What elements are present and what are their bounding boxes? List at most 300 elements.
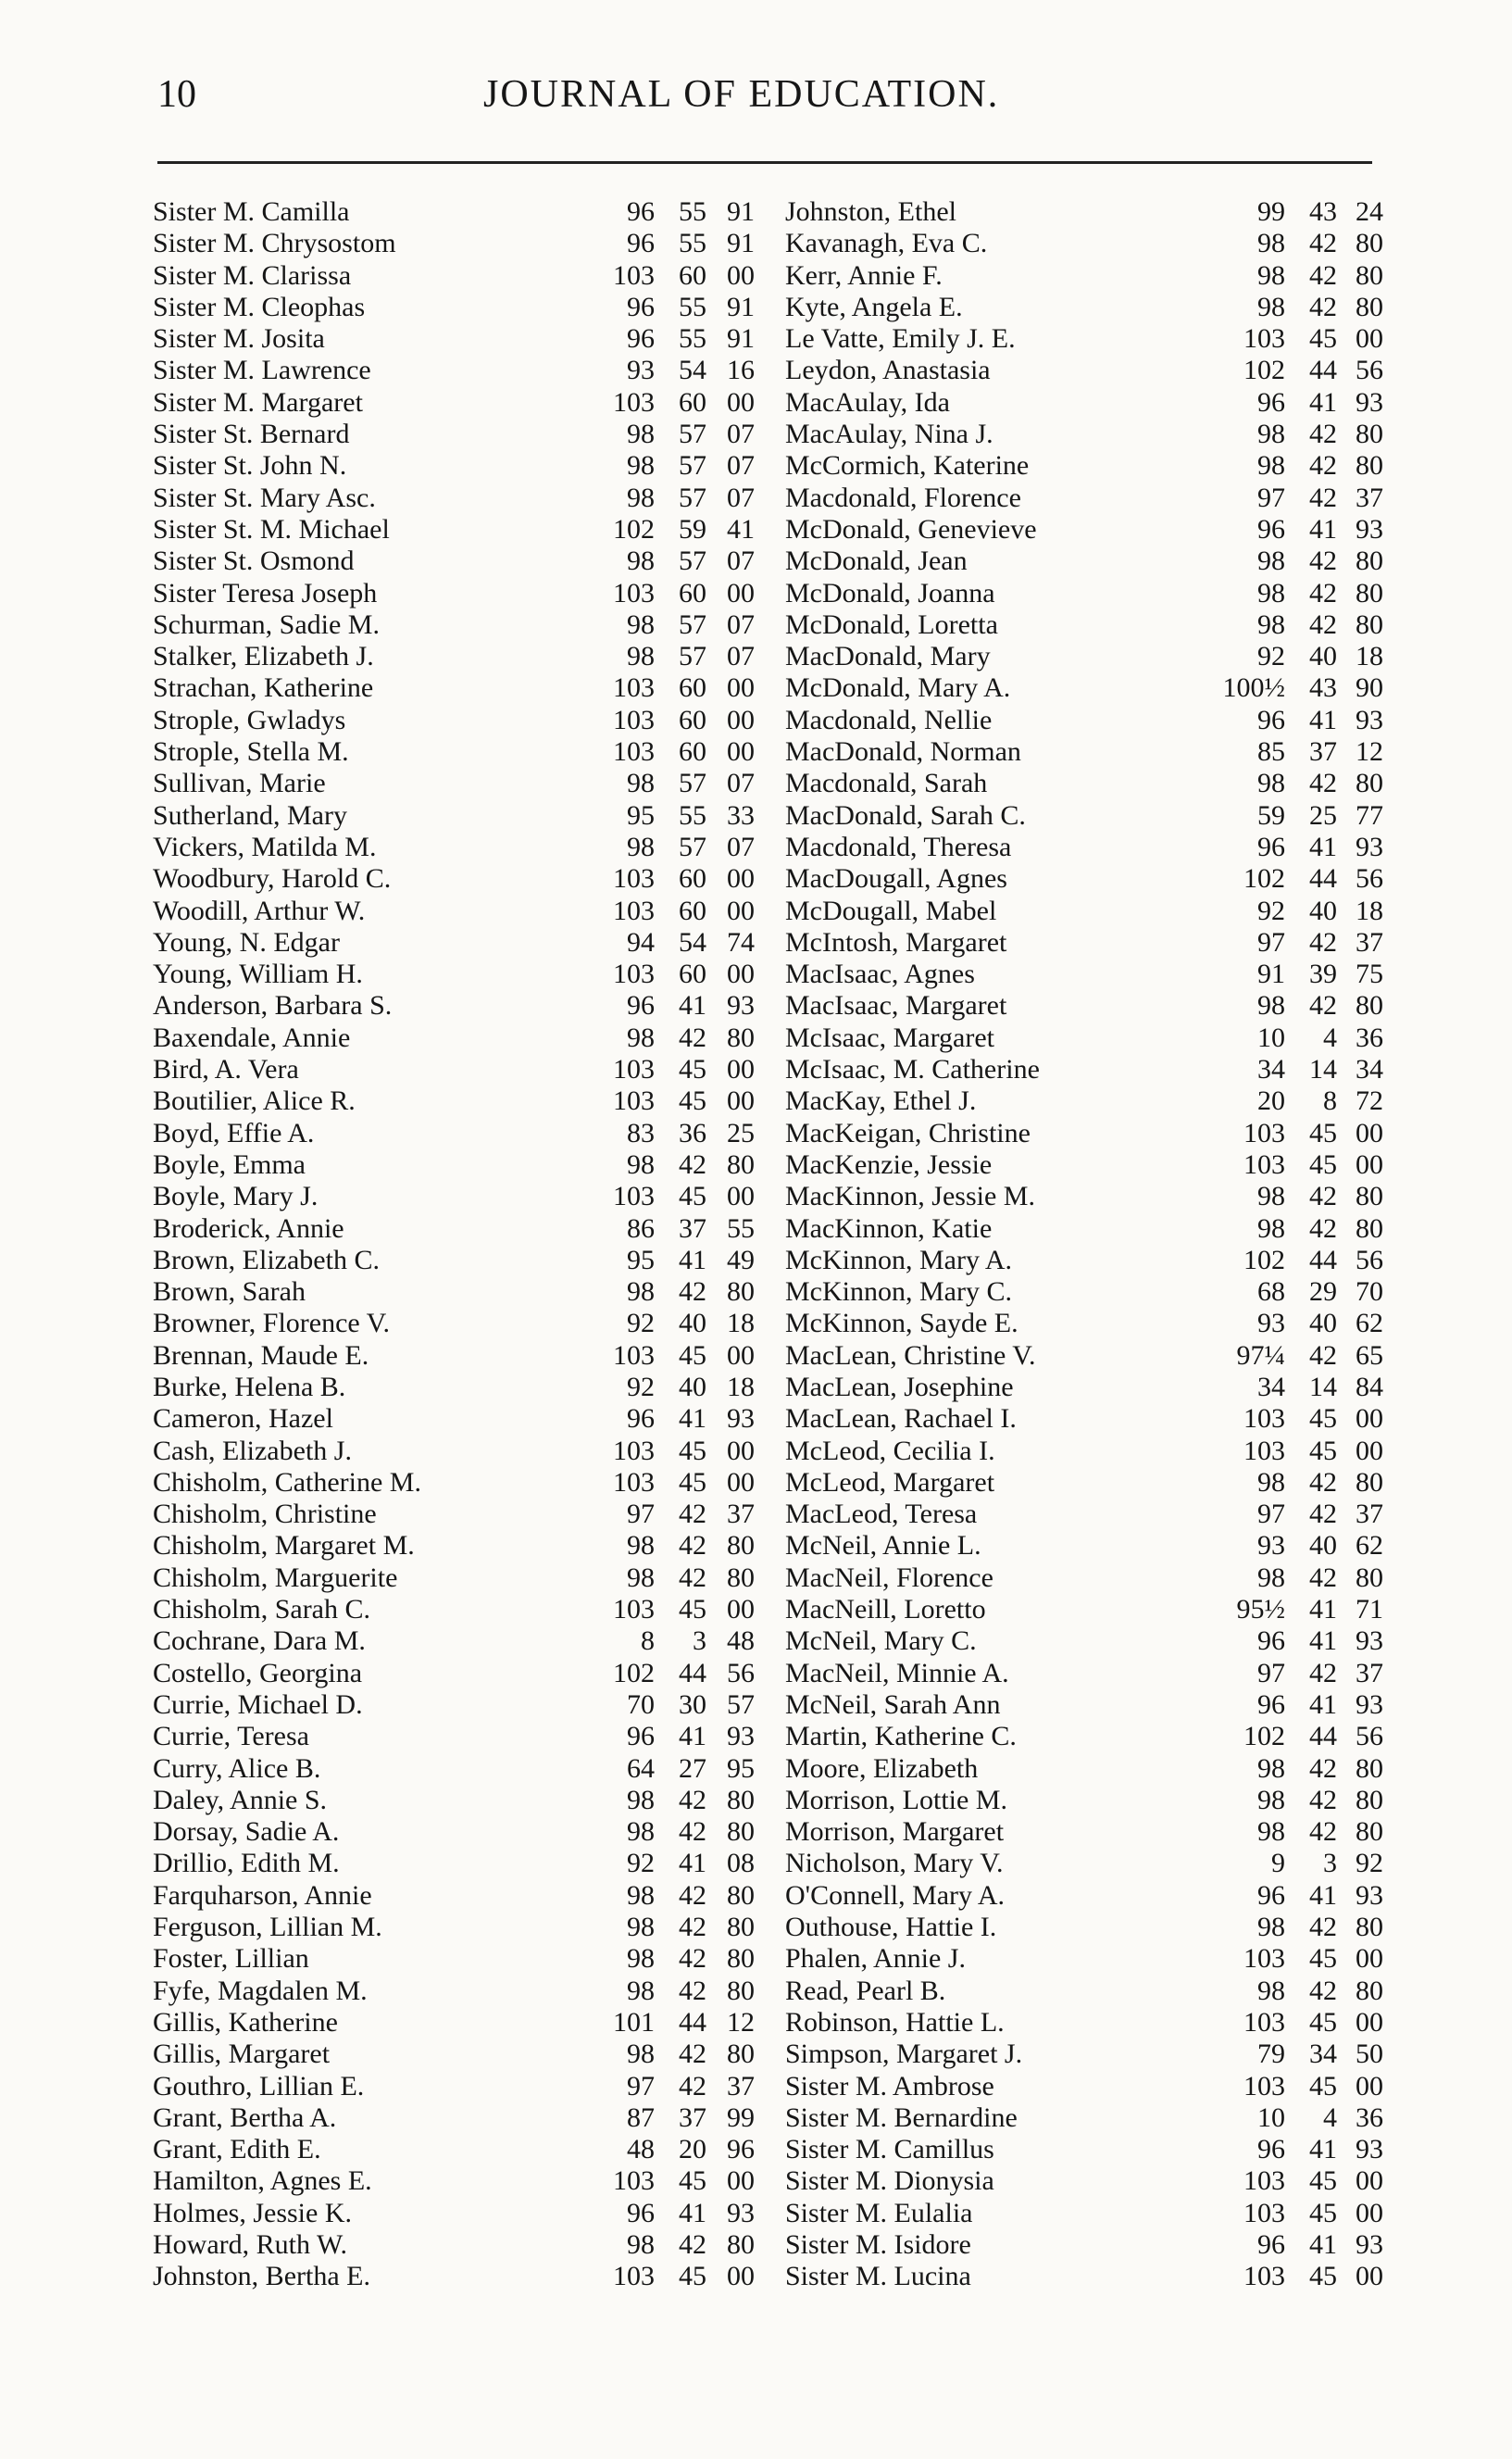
- entry-name: Currie, Michael D.: [153, 1688, 363, 1720]
- entry-name: Ferguson, Lillian M.: [153, 1912, 382, 1943]
- entry-value-3: 80: [727, 1022, 755, 1053]
- entry-name: Currie, Teresa: [153, 1721, 309, 1752]
- entry-value-1: 98: [1257, 546, 1285, 577]
- entry-value-2: 41: [679, 1721, 706, 1752]
- entry-value-1: 98: [627, 450, 655, 482]
- entry-name: McIsaac, M. Catherine: [785, 1054, 1040, 1085]
- entry-value-2: 42: [679, 1530, 706, 1562]
- entry-value-1: 102: [1243, 355, 1285, 386]
- entry-value-2: 43: [1309, 672, 1337, 704]
- entry-value-2: 45: [1309, 2261, 1337, 2292]
- list-item: [785, 577, 1383, 609]
- entry-value-3: 56: [1356, 1244, 1383, 1275]
- entry-value-3: 07: [727, 419, 755, 450]
- list-item: [785, 1244, 1383, 1276]
- list-item: [153, 705, 755, 736]
- list-item: [153, 450, 755, 482]
- entry-value-3: 80: [1356, 291, 1383, 322]
- entry-name: MacIsaac, Margaret: [785, 990, 1007, 1022]
- entry-value-1: 102: [613, 513, 655, 545]
- entry-value-3: 12: [1356, 736, 1383, 768]
- entry-value-2: 60: [679, 672, 706, 704]
- entry-value-2: 45: [679, 2165, 706, 2197]
- entry-value-3: 07: [727, 641, 755, 672]
- entry-value-2: 60: [679, 704, 706, 735]
- list-item: [153, 2198, 755, 2229]
- entry-value-3: 80: [1356, 1212, 1383, 1244]
- list-item: [785, 1625, 1383, 1657]
- entry-name: McDonald, Joanna: [785, 577, 995, 608]
- entry-value-1: 97: [1257, 482, 1285, 513]
- entry-name: Holmes, Jessie K.: [153, 2197, 352, 2228]
- entry-value-3: 00: [1356, 2197, 1383, 2228]
- entry-name: Burke, Helena B.: [153, 1371, 346, 1402]
- entry-value-2: 55: [679, 228, 706, 259]
- entry-value-1: 96: [1257, 704, 1285, 735]
- entry-value-2: 42: [1309, 450, 1337, 482]
- entry-name: Farquharson, Annie: [153, 1879, 372, 1911]
- entry-value-2: 60: [679, 386, 706, 418]
- entry-value-1: 98: [1257, 1784, 1285, 1815]
- entry-value-1: 103: [1243, 2165, 1285, 2197]
- entry-value-2: 44: [679, 2006, 706, 2038]
- entry-value-1: 98: [1257, 608, 1285, 640]
- entry-value-1: 96: [627, 196, 655, 227]
- entry-name: Sister M. Dionysia: [785, 2165, 994, 2197]
- list-item: [153, 672, 755, 704]
- entry-value-2: 41: [1309, 513, 1337, 545]
- entry-value-1: 98: [1257, 1466, 1285, 1498]
- entry-value-1: 98: [1257, 768, 1285, 799]
- entry-name: Le Vatte, Emily J. E.: [785, 323, 1016, 355]
- entry-value-1: 103: [1243, 2197, 1285, 2228]
- list-item: [785, 1657, 1383, 1689]
- entry-value-3: 80: [727, 1562, 755, 1593]
- entry-name: Simpson, Margaret J.: [785, 2039, 1023, 2070]
- entry-value-1: 79: [1257, 2039, 1285, 2070]
- entry-value-3: 07: [727, 482, 755, 513]
- entry-value-3: 12: [727, 2006, 755, 2038]
- entry-value-2: 40: [1309, 1530, 1337, 1562]
- entry-value-2: 41: [1309, 386, 1337, 418]
- entry-value-3: 65: [1356, 1339, 1383, 1371]
- list-item: [785, 1975, 1383, 2007]
- entry-value-1: 95: [627, 799, 655, 831]
- entry-name: Macdonald, Florence: [785, 482, 1021, 513]
- list-item: [785, 959, 1383, 990]
- entry-value-2: 43: [1309, 196, 1337, 227]
- entry-value-2: 44: [1309, 1244, 1337, 1275]
- entry-name: MacNeill, Loretto: [785, 1594, 986, 1625]
- entry-value-3: 55: [727, 1212, 755, 1244]
- entry-value-1: 98: [627, 1943, 655, 1975]
- entry-value-3: 80: [1356, 450, 1383, 482]
- entry-value-3: 37: [727, 1499, 755, 1530]
- entry-value-2: 45: [679, 1181, 706, 1212]
- entry-value-3: 80: [727, 1912, 755, 1943]
- entry-value-3: 00: [727, 959, 755, 990]
- entry-value-1: 98: [1257, 1212, 1285, 1244]
- entry-name: O'Connell, Mary A.: [785, 1879, 1006, 1911]
- entry-value-1: 98: [627, 1530, 655, 1562]
- entry-value-2: 42: [679, 1022, 706, 1053]
- entry-name: Boyd, Effie A.: [153, 1117, 315, 1148]
- list-item: [153, 990, 755, 1022]
- entry-value-1: 103: [613, 863, 655, 895]
- entry-value-2: 45: [1309, 1403, 1337, 1435]
- list-item: [785, 1371, 1383, 1403]
- entry-value-2: 42: [1309, 259, 1337, 291]
- entry-value-1: 96: [1257, 1625, 1285, 1657]
- entry-value-3: 00: [1356, 2006, 1383, 2038]
- entry-value-3: 33: [727, 799, 755, 831]
- entry-value-2: 42: [1309, 608, 1337, 640]
- entry-value-2: 34: [1309, 2039, 1337, 2070]
- entry-value-1: 98: [627, 1912, 655, 1943]
- entry-name: Chisholm, Sarah C.: [153, 1594, 371, 1625]
- entry-name: Phalen, Annie J.: [785, 1943, 966, 1975]
- entry-value-2: 60: [679, 959, 706, 990]
- entry-value-1: 96: [627, 228, 655, 259]
- entry-value-1: 98: [1257, 1562, 1285, 1593]
- list-item: [785, 2165, 1383, 2197]
- list-item: [785, 2070, 1383, 2102]
- entry-value-2: 37: [1309, 736, 1337, 768]
- list-item: [785, 323, 1383, 355]
- entry-value-3: 00: [727, 2165, 755, 2197]
- list-item: [785, 990, 1383, 1022]
- list-item: [153, 514, 755, 546]
- entry-value-3: 37: [1356, 926, 1383, 958]
- list-item: [785, 1435, 1383, 1467]
- entry-value-2: 57: [679, 831, 706, 862]
- entry-value-2: 42: [1309, 1466, 1337, 1498]
- entry-value-3: 00: [1356, 1943, 1383, 1975]
- list-item: [153, 1340, 755, 1372]
- list-item: [153, 641, 755, 672]
- entry-value-3: 00: [727, 704, 755, 735]
- entry-name: Sister M. Chrysostom: [153, 228, 396, 259]
- entry-value-2: 45: [1309, 2070, 1337, 2101]
- entry-value-1: 98: [627, 768, 655, 799]
- list-item: [153, 578, 755, 609]
- entry-name: McNeil, Mary C.: [785, 1625, 977, 1657]
- entry-value-1: 96: [627, 2197, 655, 2228]
- entry-value-3: 18: [1356, 641, 1383, 672]
- entry-name: MacIsaac, Agnes: [785, 959, 975, 990]
- entry-value-3: 18: [1356, 895, 1383, 926]
- entry-name: MacDonald, Norman: [785, 736, 1021, 768]
- entry-name: Sister M. Clarissa: [153, 259, 352, 291]
- entry-value-3: 07: [727, 831, 755, 862]
- entry-value-1: 92: [627, 1848, 655, 1879]
- entry-name: Strachan, Katherine: [153, 672, 374, 704]
- entry-name: Schurman, Sadie M.: [153, 608, 380, 640]
- header-rule: [157, 161, 1372, 164]
- left-column: [153, 196, 755, 2293]
- entry-name: Sister M. Margaret: [153, 386, 363, 418]
- entry-value-1: 97: [1257, 1657, 1285, 1688]
- entry-value-3: 08: [727, 1848, 755, 1879]
- entry-value-1: 96: [627, 291, 655, 322]
- entry-value-1: 98: [1257, 450, 1285, 482]
- entry-value-3: 93: [727, 2197, 755, 2228]
- entry-name: Dorsay, Sadie A.: [153, 1816, 340, 1848]
- entry-value-2: 45: [679, 2261, 706, 2292]
- list-item: [785, 1181, 1383, 1212]
- entry-value-1: 96: [1257, 386, 1285, 418]
- entry-value-2: 42: [1309, 990, 1337, 1022]
- entry-name: McKinnon, Mary C.: [785, 1276, 1012, 1308]
- journal-title: JOURNAL OF EDUCATION.: [483, 73, 1000, 116]
- entry-value-3: 80: [1356, 228, 1383, 259]
- list-item: [153, 2102, 755, 2134]
- entry-value-2: 4: [1323, 1022, 1337, 1053]
- entry-name: MacDougall, Agnes: [785, 863, 1007, 895]
- entry-value-1: 93: [627, 355, 655, 386]
- entry-value-1: 96: [1257, 2134, 1285, 2165]
- entry-value-1: 103: [1243, 2261, 1285, 2292]
- entry-name: MacKenzie, Jessie: [785, 1148, 993, 1180]
- entry-name: Johnston, Ethel: [785, 196, 956, 227]
- entry-value-1: 93: [1257, 1308, 1285, 1339]
- entry-name: Outhouse, Hattie I.: [785, 1912, 997, 1943]
- entry-value-2: 3: [1323, 1848, 1337, 1879]
- entry-value-1: 98: [627, 2039, 655, 2070]
- entry-value-1: 92: [627, 1371, 655, 1402]
- entry-value-1: 103: [1243, 323, 1285, 355]
- list-item: [153, 2229, 755, 2261]
- entry-name: Gillis, Katherine: [153, 2006, 338, 2038]
- list-item: [153, 546, 755, 577]
- entry-value-3: 00: [1356, 1435, 1383, 1466]
- entry-value-1: 70: [627, 1688, 655, 1720]
- list-item: [785, 736, 1383, 768]
- entry-name: Gillis, Margaret: [153, 2039, 331, 2070]
- entry-name: Brennan, Maude E.: [153, 1339, 369, 1371]
- entry-value-1: 103: [613, 2165, 655, 2197]
- list-item: [785, 1276, 1383, 1308]
- entry-value-3: 00: [1356, 323, 1383, 355]
- list-item: [153, 959, 755, 990]
- list-item: [785, 1212, 1383, 1245]
- entry-name: Sister M. Lawrence: [153, 355, 371, 386]
- entry-value-3: 36: [1356, 2101, 1383, 2133]
- entry-value-1: 99: [1257, 196, 1285, 227]
- list-item: [153, 1276, 755, 1308]
- list-item: [785, 1308, 1383, 1339]
- entry-value-1: 98: [627, 1148, 655, 1180]
- entry-name: Young, William H.: [153, 959, 363, 990]
- entry-name: Baxendale, Annie: [153, 1022, 351, 1053]
- entry-name: Johnston, Bertha E.: [153, 2261, 370, 2292]
- list-item: [153, 2261, 755, 2292]
- entry-name: Chisholm, Catherine M.: [153, 1466, 421, 1498]
- entry-value-3: 57: [727, 1688, 755, 1720]
- list-item: [785, 926, 1383, 959]
- entry-value-2: 42: [679, 1276, 706, 1308]
- entry-value-2: 36: [679, 1117, 706, 1148]
- list-item: [153, 1594, 755, 1625]
- entry-value-3: 80: [727, 1816, 755, 1848]
- list-item: [153, 2134, 755, 2165]
- entry-value-3: 93: [1356, 831, 1383, 862]
- entry-value-3: 56: [1356, 355, 1383, 386]
- list-item: [153, 1149, 755, 1181]
- entry-value-2: 37: [679, 2101, 706, 2133]
- entry-name: Hamilton, Agnes E.: [153, 2165, 372, 2197]
- entry-name: Gouthro, Lillian E.: [153, 2070, 365, 2101]
- entry-value-3: 80: [1356, 1752, 1383, 1784]
- entry-name: McLeod, Cecilia I.: [785, 1435, 995, 1466]
- list-item: [785, 863, 1383, 895]
- list-item: [153, 1499, 755, 1530]
- list-item: [153, 1308, 755, 1339]
- entry-value-3: 91: [727, 228, 755, 259]
- entry-value-1: 98: [627, 1975, 655, 2006]
- entry-value-2: 44: [1309, 863, 1337, 895]
- entry-value-3: 00: [727, 1339, 755, 1371]
- entry-value-2: 44: [1309, 355, 1337, 386]
- entry-value-1: 96: [627, 1403, 655, 1435]
- entry-value-1: 87: [627, 2101, 655, 2133]
- entry-value-2: 41: [1309, 2134, 1337, 2165]
- list-item: [785, 1879, 1383, 1912]
- entry-value-3: 80: [1356, 990, 1383, 1022]
- list-item: [153, 800, 755, 832]
- entry-value-3: 90: [1356, 672, 1383, 704]
- entry-value-2: 55: [679, 323, 706, 355]
- entry-value-1: 96: [627, 323, 655, 355]
- entry-name: McDonald, Genevieve: [785, 513, 1037, 545]
- entry-value-2: 45: [1309, 2006, 1337, 2038]
- list-item: [785, 2134, 1383, 2165]
- entry-name: Sister M. Isidore: [785, 2229, 971, 2260]
- entry-value-3: 00: [727, 259, 755, 291]
- entry-value-3: 00: [727, 895, 755, 926]
- entry-value-2: 41: [1309, 831, 1337, 862]
- entry-value-2: 42: [1309, 1912, 1337, 1943]
- entry-value-2: 45: [1309, 2197, 1337, 2228]
- entry-value-2: 14: [1309, 1371, 1337, 1402]
- entry-value-3: 93: [727, 990, 755, 1022]
- entry-value-3: 56: [1356, 863, 1383, 895]
- entry-value-2: 42: [1309, 1499, 1337, 1530]
- entry-value-3: 80: [1356, 1784, 1383, 1815]
- entry-name: Young, N. Edgar: [153, 926, 340, 958]
- entry-value-3: 77: [1356, 799, 1383, 831]
- entry-value-2: 42: [1309, 768, 1337, 799]
- entry-value-1: 20: [1257, 1085, 1285, 1117]
- list-item: [153, 260, 755, 292]
- entry-name: Bird, A. Vera: [153, 1054, 299, 1085]
- entry-name: McNeil, Sarah Ann: [785, 1688, 1001, 1720]
- entry-value-1: 83: [627, 1117, 655, 1148]
- entry-value-1: 98: [1257, 990, 1285, 1022]
- entry-value-2: 41: [679, 1403, 706, 1435]
- entry-value-1: 103: [613, 1085, 655, 1117]
- entry-name: Broderick, Annie: [153, 1212, 344, 1244]
- entry-name: McIsaac, Margaret: [785, 1022, 994, 1053]
- entry-value-3: 93: [1356, 1688, 1383, 1720]
- entry-value-1: 96: [627, 1721, 655, 1752]
- entry-value-3: 80: [727, 2229, 755, 2260]
- entry-name: Foster, Lillian: [153, 1943, 309, 1975]
- entry-value-3: 93: [1356, 2229, 1383, 2260]
- list-item: [785, 482, 1383, 514]
- entry-value-2: 30: [679, 1688, 706, 1720]
- entry-value-3: 00: [727, 1594, 755, 1625]
- entry-value-3: 36: [1356, 1022, 1383, 1053]
- list-item: [153, 1943, 755, 1975]
- entry-value-2: 41: [679, 1244, 706, 1275]
- entry-value-1: 98: [627, 1562, 655, 1593]
- entry-value-2: 42: [1309, 1562, 1337, 1593]
- entry-name: Woodill, Arthur W.: [153, 895, 366, 926]
- entry-name: Sister M. Camillus: [785, 2134, 994, 2165]
- entry-value-2: 57: [679, 482, 706, 513]
- entry-value-3: 07: [727, 546, 755, 577]
- entry-value-2: 42: [679, 1148, 706, 1180]
- entry-value-2: 42: [679, 1943, 706, 1975]
- list-item: [153, 1848, 755, 1879]
- entry-value-1: 103: [613, 895, 655, 926]
- entry-name: Read, Pearl B.: [785, 1975, 946, 2006]
- entry-value-2: 55: [679, 291, 706, 322]
- list-item: [785, 1816, 1383, 1848]
- entry-name: Brown, Elizabeth C.: [153, 1244, 380, 1275]
- list-item: [785, 1085, 1383, 1117]
- entry-value-2: 3: [693, 1625, 706, 1657]
- entry-value-3: 70: [1356, 1276, 1383, 1308]
- entry-value-3: 93: [727, 1403, 755, 1435]
- entry-name: Fyfe, Magdalen M.: [153, 1975, 368, 2006]
- entry-value-1: 92: [627, 1308, 655, 1339]
- entry-value-3: 00: [727, 1466, 755, 1498]
- list-item: [153, 1625, 755, 1657]
- entry-value-2: 60: [679, 259, 706, 291]
- entry-name: McCormich, Katerine: [785, 450, 1030, 482]
- entry-name: Morrison, Lottie M.: [785, 1784, 1007, 1815]
- entry-value-2: 57: [679, 768, 706, 799]
- entry-value-3: 93: [727, 1721, 755, 1752]
- entry-value-2: 57: [679, 419, 706, 450]
- entry-value-1: 103: [1243, 1435, 1285, 1466]
- entry-name: McIntosh, Margaret: [785, 926, 1007, 958]
- entry-value-1: 103: [613, 577, 655, 608]
- list-item: [153, 1912, 755, 1943]
- entry-value-3: 00: [727, 1181, 755, 1212]
- entry-name: MacNeil, Minnie A.: [785, 1657, 1009, 1688]
- entry-value-2: 29: [1309, 1276, 1337, 1308]
- entry-value-1: 98: [1257, 1816, 1285, 1848]
- entry-value-1: 103: [1243, 1943, 1285, 1975]
- list-item: [153, 1118, 755, 1149]
- entry-name: Strople, Gwladys: [153, 704, 346, 735]
- list-item: [153, 863, 755, 895]
- entry-value-1: 98: [1257, 291, 1285, 322]
- entry-value-3: 80: [1356, 1466, 1383, 1498]
- entry-name: McDougall, Mabel: [785, 895, 997, 926]
- list-item: [785, 1562, 1383, 1594]
- entry-value-2: 40: [1309, 895, 1337, 926]
- entry-name: Sister St. Osmond: [153, 546, 355, 577]
- entry-value-1: 102: [1243, 1721, 1285, 1752]
- list-item: [153, 1245, 755, 1276]
- entry-name: Leydon, Anastasia: [785, 355, 991, 386]
- list-item: [785, 2006, 1383, 2039]
- entry-value-3: 92: [1356, 1848, 1383, 1879]
